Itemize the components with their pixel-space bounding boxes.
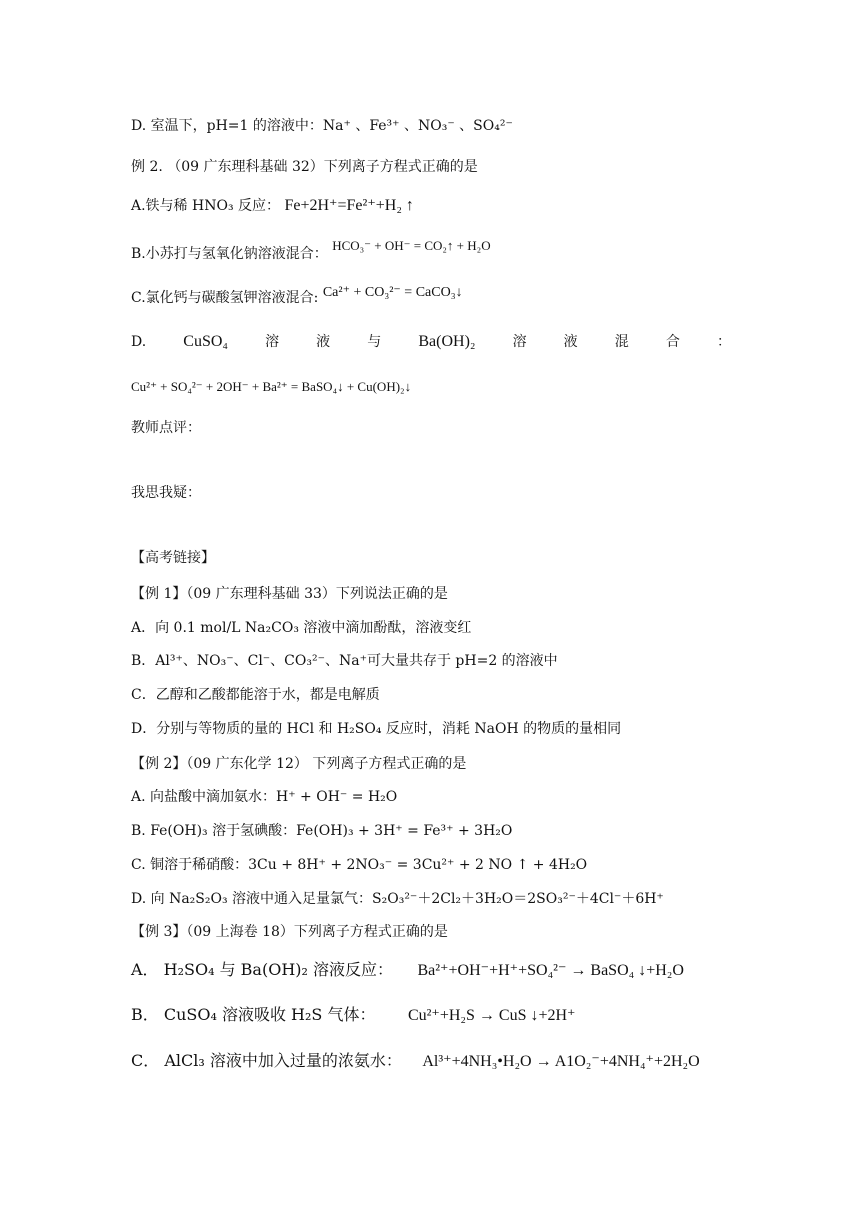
option-d-equation: Cu²⁺ + SO₄²⁻ + 2OH⁻ + Ba²⁺ = BaSO₄↓ + Cu(OH)₂↓ [131,379,412,394]
exam-example-3-option-c-equation: Al³⁺+4NH₃•H₂O → A1O₂⁻+4NH₄⁺+2H₂O [422,1053,700,1070]
option-b-row [131,238,491,264]
option-b-equation: HCO₃⁻ + OH⁻ = CO₂↑ + H₂O [332,238,491,253]
example-2-heading: 例 2. （09 广东理科基础 32）下列离子方程式正确的是 [131,159,478,175]
option-c-row [131,285,463,309]
exam-example-3-option-b-equation: Cu²⁺+H₂S → CuS ↓+2H⁺ [407,1007,576,1024]
option-a-label: A.铁与稀 HNO₃ 反应： [131,198,281,214]
exam-example-3-option-a-row [131,960,684,981]
exam-example-3-option-b-label: B． CuSO₄ 溶液吸收 H₂S 气体： [131,1005,376,1024]
exam-example-3-option-a-equation: Ba²⁺+OH⁻+H⁺+SO₄²⁻ → BaSO₄ ↓+H₂O [417,962,684,979]
exam-example-2-option-c: C. 铜溶于稀硝酸：3Cu + 8H⁺ + 2NO₃⁻ = 3Cu²⁺ + 2 NO ↑ + 4H₂O [131,857,588,873]
teacher-comment-label: 教师点评： [131,420,201,436]
exam-example-1-heading: 【例 1】（09 广东理科基础 33）下列说法正确的是 [131,586,448,602]
word: 合 [665,334,680,350]
word: 溶 [512,334,527,350]
option-a-row [131,196,414,216]
exam-link-heading: 【高考链接】 [131,550,215,566]
option-d-row [131,332,731,352]
exam-example-2-option-d: D. 向 Na₂S₂O₃ 溶液中通入足量氯气：S₂O₃²⁻＋2Cl₂＋3H₂O＝2SO₃²⁻＋4Cl⁻＋6H⁺ [131,891,664,907]
option-d-text: D. 室温下，pH=1 的溶液中：Na⁺ 、Fe³⁺ 、NO₃⁻ 、SO₄²⁻ [131,118,513,134]
option-c-label: C.氯化钙与碳酸氢钾溶液混合: [131,290,319,306]
word: ： [716,334,731,350]
word: 液 [316,334,331,350]
exam-example-2-option-a: A. 向盐酸中滴加氨水：H⁺ + OH⁻ = H₂O [131,789,398,805]
my-doubts-label: 我思我疑： [131,485,201,501]
exam-example-3-option-c-label: C． AlCl₃ 溶液中加入过量的浓氨水： [131,1051,402,1070]
exam-example-1-option-d: D．分别与等物质的量的 HCl 和 H₂SO₄ 反应时，消耗 NaOH 的物质的量相同 [131,721,622,737]
word: CuSO₄ [183,333,228,350]
exam-example-1-option-c: C．乙醇和乙酸都能溶于水，都是电解质 [131,687,380,703]
option-a-equation: Fe+2H⁺=Fe²⁺+H₂ ↑ [284,197,414,214]
exam-example-1-option-b: B．Al³⁺、NO₃⁻、Cl⁻、CO₃²⁻、Na⁺可大量共存于 pH=2 的溶液中 [131,653,558,669]
exam-example-3-option-c-row [131,1051,700,1072]
word: D. [131,334,147,350]
exam-example-3-option-b-row [131,1005,576,1026]
exam-example-3-heading: 【例 3】（09 上海卷 18）下列离子方程式正确的是 [131,924,448,940]
exam-example-2-option-b: B. Fe(OH)₃ 溶于氢碘酸：Fe(OH)₃ + 3H⁺ = Fe³⁺ + 3H₂O [131,823,513,839]
exam-example-1-option-a: A．向 0.1 mol/L Na₂CO₃ 溶液中滴加酚酞，溶液变红 [131,620,472,636]
option-c-equation: Ca²⁺ + CO₃²⁻ = CaCO₃↓ [322,285,463,300]
option-b-label: B.小苏打与氢氧化钠溶液混合： [131,246,328,262]
word: 液 [563,334,578,350]
exam-example-3-option-a-label: A． H₂SO₄ 与 Ba(OH)₂ 溶液反应： [131,960,394,979]
word: 混 [614,334,629,350]
word: 溶 [265,334,280,350]
exam-example-2-heading: 【例 2】（09 广东化学 12） 下列离子方程式正确的是 [131,756,467,772]
word: 与 [367,334,382,350]
word: Ba(OH)₂ [418,333,476,350]
